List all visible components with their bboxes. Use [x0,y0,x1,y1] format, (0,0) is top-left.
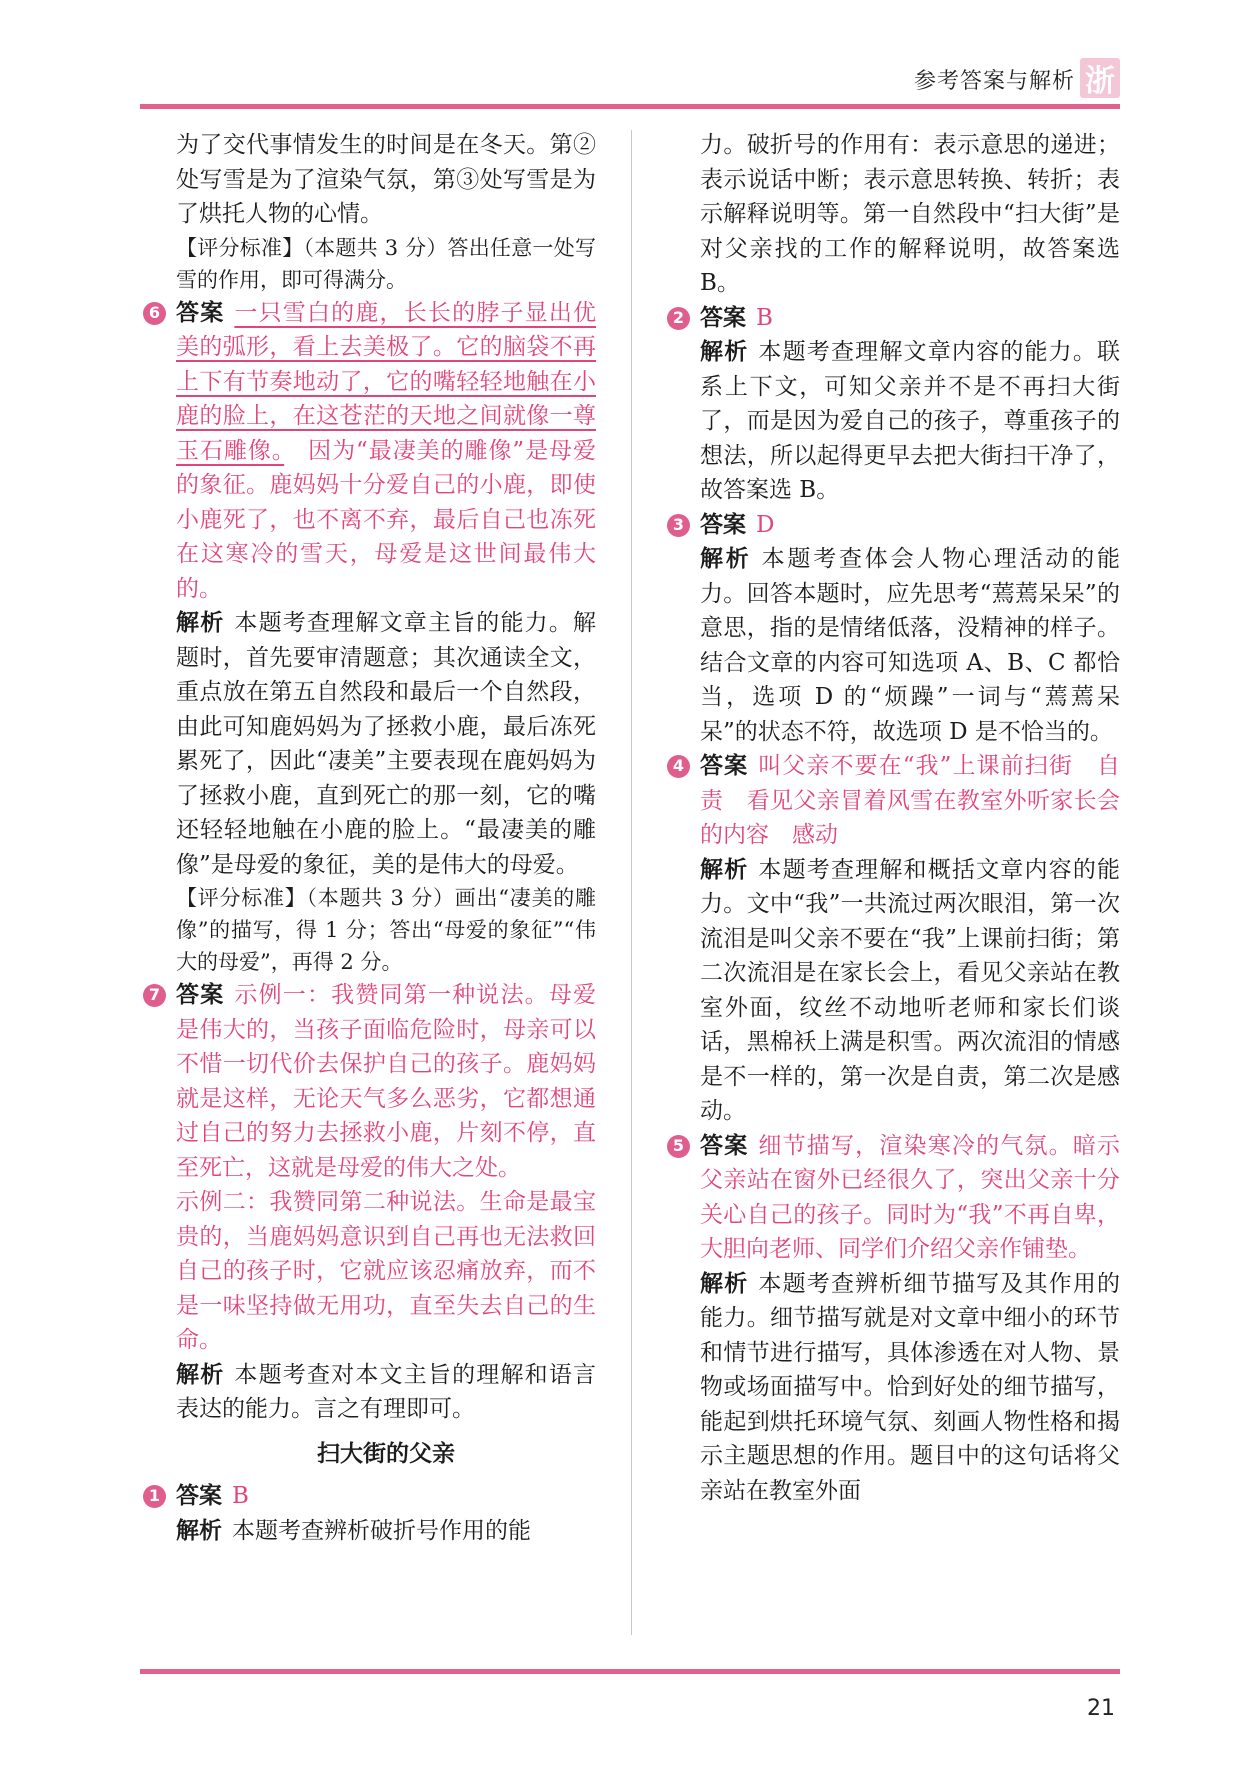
question-6 [148,296,596,979]
question-number-badge: 3 [667,514,690,537]
answer-label: 答案 [176,299,225,326]
analysis-label: 解析 [700,856,749,883]
paragraph: 力。破折号的作用有：表示意思的递进；表示说话中断；表示意思转换、转折；表示解释说明等。第一自然段中“扫大街”是对父亲找的工作的解释说明，故答案选 B。 [700,132,1120,296]
analysis-label: 解析 [700,339,749,365]
question-number-badge: 1 [143,1485,166,1508]
footer-divider [140,1669,1120,1674]
page-header [0,0,1250,110]
column-divider [631,130,632,1635]
section-title: 扫大街的父亲 [317,1440,455,1467]
page-number: 21 [1087,1696,1115,1721]
header-title: 参考答案与解析 [913,69,1075,94]
right-column [672,128,1121,1508]
answer-text-example-2: 示例二：我赞同第二种说法。生命是最宝贵的，当鹿妈妈意识到自己再也无法救回自己的孩子时，它就应该忍痛放弃，而不是一味坚持做无用功，直至失去自己的生命。 [176,1189,596,1353]
answer-label: 答案 [176,982,225,1008]
answer-label: 答案 [700,1132,749,1159]
question-number-badge: 7 [143,984,166,1007]
analysis-label: 解析 [176,610,225,636]
answer-label: 答案 [176,1483,222,1509]
analysis-text: 本题考查体会人物心理活动的能力。回答本题时，应先思考“蔫蔫呆呆”的意思，指的是情绪低落，没精神的样子。结合文章的内容可知选项 A、B、C 都恰当，选项 D 的“烦躁”一词与“蔫蔫呆呆”的状态不符，故选项 D 是不恰当的。 [700,546,1121,745]
question-1 [148,1479,596,1548]
question-5 [672,1129,1120,1509]
question-number-badge: 6 [143,302,166,325]
left-column [148,128,596,1548]
answer-text: D [756,511,775,538]
question-number-badge: 2 [667,307,690,330]
answer-label: 答案 [700,511,746,538]
answer-text: 因为“最凄美的雕像”是母爱的象征。鹿妈妈十分爱自己的小鹿，即使小鹿死了，也不离不弃，最后自己也冻死在这寒冷的雪天，母爱是这世间最伟大的。 [176,437,596,602]
analysis-label: 解析 [176,1517,222,1544]
province-badge: 浙 [1080,58,1120,98]
analysis-text: 本题考查辨析破折号作用的能 [232,1517,531,1544]
answer-text: B [232,1483,249,1509]
question-2 [672,301,1120,508]
header-divider [140,104,1120,109]
analysis-label: 解析 [176,1361,225,1388]
analysis-text: 本题考查理解文章内容的能力。联系上下文，可知父亲并不是不再扫大街了，而是因为爱自己的孩子，尊重孩子的想法，所以起得更早去把大街扫干净了，故答案选 B。 [700,339,1120,503]
answer-text: 示例一：我赞同第一种说法。母爱是伟大的，当孩子面临危险时，母亲可以不惜一切代价去保护自己的孩子。鹿妈妈就是这样，无论天气多么恶劣，它都想通过自己的努力去拯救小鹿，片刻不停，直至死亡，这就是母爱的伟大之处。 [176,982,596,1181]
answer-label: 答案 [700,753,749,779]
answer-text: 细节描写，渲染寒冷的气氛。暗示父亲站在窗外已经很久了，突出父亲十分关心自己的孩子。同时为“我”不再自卑，大胆向老师、同学们介绍父亲作铺垫。 [700,1132,1120,1262]
analysis-label: 解析 [700,1270,749,1297]
question-number-badge: 5 [667,1135,690,1158]
analysis-text: 本题考查理解和概括文章内容的能力。文中“我”一共流过两次眼泪，第一次流泪是叫父亲不要在“我”上课前扫街；第二次流泪是在家长会上，看见父亲站在教室外面，纹丝不动地听老师和家长们谈话，黑棉袄上满是积雪。两次流泪的情感是不一样的，第一次是自责，第二次是感动。 [700,856,1120,1124]
analysis-text: 本题考查对本文主旨的理解和语言表达的能力。言之有理即可。 [176,1361,596,1422]
analysis-text: 本题考查辨析细节描写及其作用的能力。细节描写就是对文章中细小的环节和情节进行描写，具体渗透在对人物、景物或场面描写中。恰到好处的细节描写，能起到烘托环境气氛、刻画人物性格和揭示主题思想的作用。题目中的这句话将父亲站在教室外面 [700,1270,1120,1504]
question-number-badge: 4 [667,755,690,778]
answer-label: 答案 [700,304,746,331]
question-4 [672,749,1121,1129]
paragraph: 为了交代事情发生的时间是在冬天。第②处写雪是为了渲染气氛，第③处写雪是为了烘托人物的心情。 [176,132,596,227]
scoring-standard: 【评分标准】（本题共 3 分）画出“凄美的雕像”的描写，得 1 分；答出“母爱的象征”“伟大的母爱”，再得 2 分。 [176,886,596,974]
question-3 [672,508,1121,750]
answer-text: 叫父亲不要在“我”上课前扫街 自责 看见父亲冒着风雪在教室外听家长会的内容 感动 [700,753,1121,848]
analysis-text: 本题考查理解文章主旨的能力。解题时，首先要审清题意；其次通读全文，重点放在第五自然段和最后一个自然段，由此可知鹿妈妈为了拯救小鹿，最后冻死累死了，因此“凄美”主要表现在鹿妈妈为了拯救小鹿，直到死亡的那一刻，它的嘴还轻轻地触在小鹿的脸上。“最凄美的雕像”是母爱的象征，美的是伟大的母爱。 [176,610,596,878]
answer-underlined-text: 一只雪白的鹿，长长的脖子显出优美的弧形，看上去美极了。它的脑袋不再上下有节奏地动了，它的嘴轻轻地触在小鹿的脸上，在这苍茫的天地之间就像一尊玉石雕像。 [176,299,596,464]
answer-text: B [756,304,773,331]
analysis-label: 解析 [700,546,752,572]
question-7 [148,978,596,1427]
scoring-standard: 【评分标准】（本题共 3 分）答出任意一处写雪的作用，即可得满分。 [176,235,596,292]
